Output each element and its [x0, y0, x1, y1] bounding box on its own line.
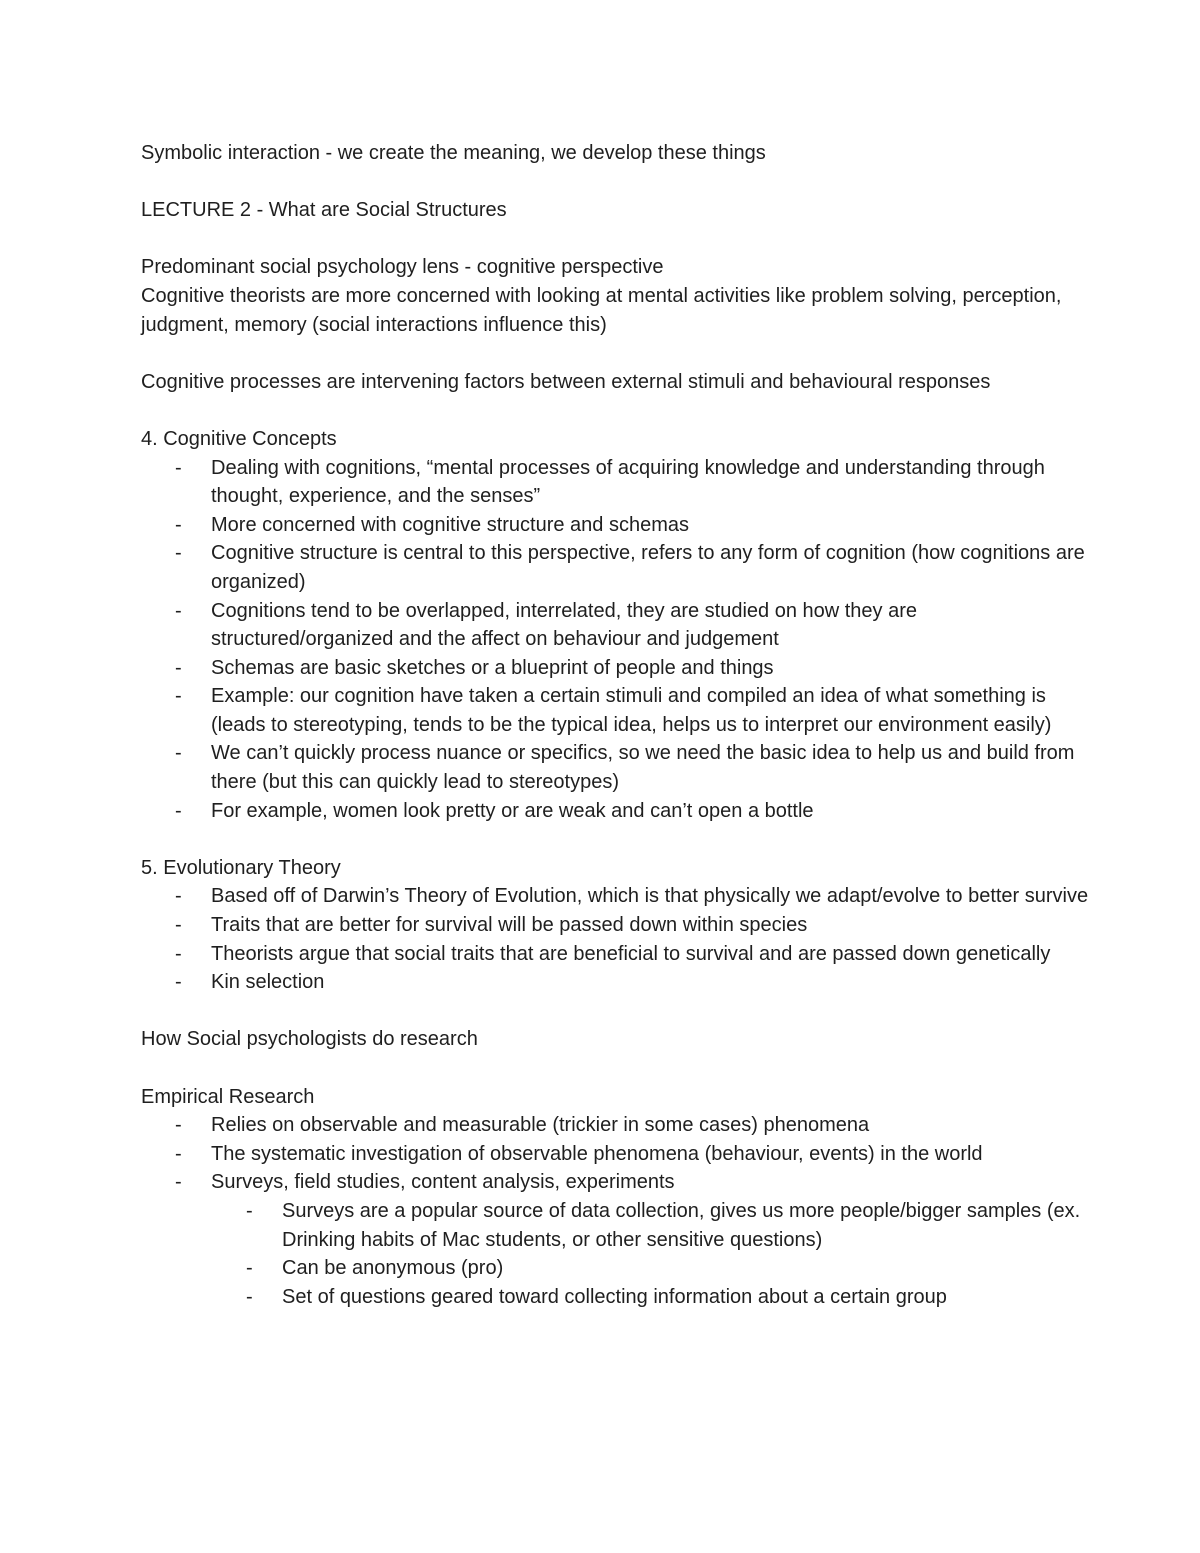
list-item: - The systematic investigation of observable phenomena (behaviour, events) in the world	[141, 1140, 1101, 1169]
list-item: - Cognitive structure is central to this perspective, refers to any form of cognition (how cognitions are organized)	[141, 539, 1101, 596]
sub-list-item: - Set of questions geared toward collecting information about a certain group	[141, 1283, 1101, 1312]
research-heading: How Social psychologists do research	[141, 1028, 478, 1051]
list-item: - Relies on observable and measurable (trickier in some cases) phenomena	[141, 1111, 1101, 1140]
list-item: - Schemas are basic sketches or a blueprint of people and things	[141, 654, 1101, 683]
lecture-heading: LECTURE 2 - What are Social Structures	[141, 199, 507, 222]
sub-list-item: - Surveys are a popular source of data collection, gives us more people/bigger samples (ex. Drinking habits of Mac students, or other sensitive questions)	[141, 1197, 1101, 1254]
cognitive-concepts-heading: 4. Cognitive Concepts	[141, 427, 337, 450]
sub-list-item: - Can be anonymous (pro)	[141, 1254, 1101, 1283]
list-item: - For example, women look pretty or are weak and can’t open a bottle	[141, 797, 1101, 826]
list-item: - Dealing with cognitions, “mental processes of acquiring knowledge and understanding through thought, experience, and the senses”	[141, 454, 1101, 511]
list-item: - Theorists argue that social traits that are beneficial to survival and are passed down genetically	[141, 940, 1101, 969]
list-item: - Based off of Darwin’s Theory of Evolution, which is that physically we adapt/evolve to better survive	[141, 882, 1101, 911]
list-item: - Kin selection	[141, 968, 1101, 997]
evolutionary-theory-list	[141, 882, 1101, 996]
theorists-paragraph: Cognitive theorists are more concerned with looking at mental activities like problem solving, perception, judgment, memory (social interactions influence this)	[141, 284, 1062, 336]
list-item: - We can’t quickly process nuance or specifics, so we need the basic idea to help us and build from there (but this can quickly lead to stereotypes)	[141, 739, 1101, 796]
document-page	[141, 139, 1101, 1311]
cognitive-concepts-list	[141, 454, 1101, 826]
list-item: - More concerned with cognitive structure and schemas	[141, 511, 1101, 540]
list-item: - Traits that are better for survival will be passed down within species	[141, 911, 1101, 940]
empirical-research-list	[141, 1111, 1101, 1197]
list-item: - Cognitions tend to be overlapped, interrelated, they are studied on how they are structured/organized and the affect on behaviour and judgement	[141, 597, 1101, 654]
processes-line: Cognitive processes are intervening factors between external stimuli and behavioural responses	[141, 370, 991, 393]
list-item: - Surveys, field studies, content analysis, experiments	[141, 1168, 1101, 1197]
lens-line: Predominant social psychology lens - cognitive perspective	[141, 256, 664, 279]
surveys-sublist	[141, 1197, 1101, 1311]
empirical-research-heading: Empirical Research	[141, 1085, 315, 1108]
symbolic-interaction-line: Symbolic interaction - we create the meaning, we develop these things	[141, 142, 766, 164]
list-item: - Example: our cognition have taken a certain stimuli and compiled an idea of what something is (leads to stereotyping, tends to be the typical idea, helps us to interpret our environment easily)	[141, 682, 1101, 739]
evolutionary-theory-heading: 5. Evolutionary Theory	[141, 856, 341, 879]
